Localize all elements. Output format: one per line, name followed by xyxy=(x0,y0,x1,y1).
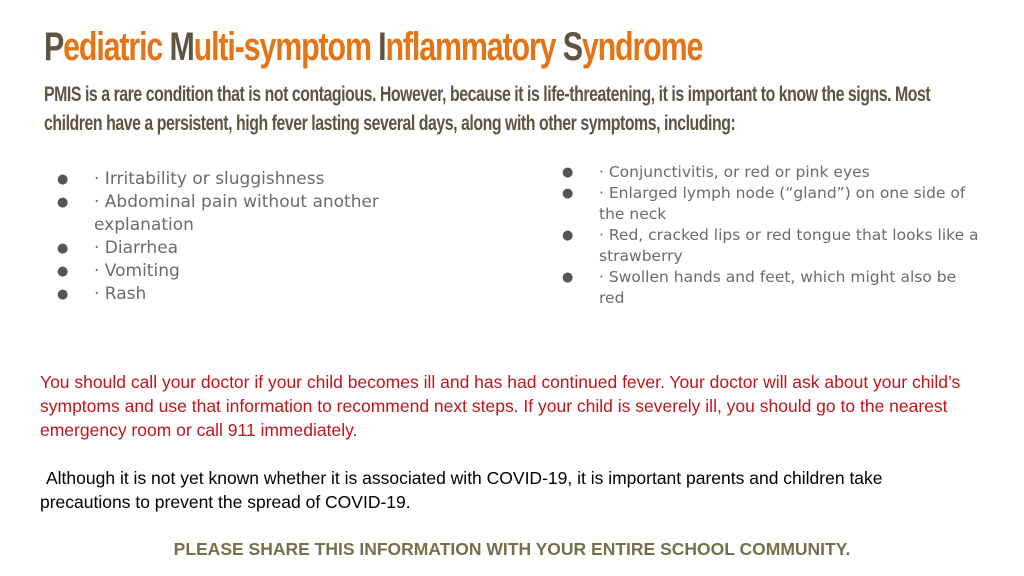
page-title xyxy=(44,20,702,74)
bullet-icon: ● xyxy=(57,195,69,210)
covid-note-text: Although it is not yet known whether it is associated with COVID-19, it is important parents and children take precautions to prevent the spread of COVID-19. xyxy=(40,468,883,512)
bullet-icon: ● xyxy=(57,264,69,279)
bullet-icon: ● xyxy=(57,241,69,256)
list-item xyxy=(57,168,417,191)
bullet-icon: ● xyxy=(562,186,574,201)
call-doctor-text: You should call your doctor if your child becomes ill and has had continued fever. Your doctor will ask about your child’s symptoms and use that information to recommend next steps. If your child is severely ill, you should go to the nearest emergency room or call 911 immediately. xyxy=(40,372,961,440)
symptom-text: · Enlarged lymph node (“gland”) on one side of the neck xyxy=(599,184,966,223)
symptom-text: · Irritability or sluggishness xyxy=(94,169,325,189)
intro-text: PMIS is a rare condition that is not contagious. However, because it is life-threatening, it is important to know the signs. Most children have a persistent, high fever lasting several days, along with other symptoms, including: xyxy=(44,83,931,135)
list-item xyxy=(562,183,982,225)
title-word: Inflammatory xyxy=(378,25,556,69)
bullet-icon: ● xyxy=(562,165,574,180)
list-item xyxy=(57,191,417,237)
symptom-list-right xyxy=(562,162,982,309)
list-item xyxy=(57,260,417,283)
list-item xyxy=(562,162,982,183)
list-item xyxy=(57,237,417,260)
symptom-text: · Abdominal pain without another explanation xyxy=(94,192,379,235)
symptom-text: · Vomiting xyxy=(94,261,180,281)
list-item xyxy=(562,225,982,267)
list-item xyxy=(562,267,982,309)
symptom-text: · Conjunctivitis, or red or pink eyes xyxy=(599,163,870,181)
title-word: Pediatric xyxy=(44,25,163,69)
symptom-text: · Rash xyxy=(94,284,147,304)
bullet-icon: ● xyxy=(57,172,69,187)
symptom-text: · Red, cracked lips or red tongue that looks like a strawberry xyxy=(599,226,979,265)
symptom-list-left xyxy=(57,168,417,306)
share-note-text: PLEASE SHARE THIS INFORMATION WITH YOUR ENTIRE SCHOOL COMMUNITY. xyxy=(173,539,851,559)
title-word: Syndrome xyxy=(562,25,703,69)
list-item xyxy=(57,283,417,306)
title-word: Multi-symptom xyxy=(169,25,371,69)
symptom-text: · Diarrhea xyxy=(94,238,179,258)
symptom-text: · Swollen hands and feet, which might also be red xyxy=(599,268,957,307)
bullet-icon: ● xyxy=(562,270,574,285)
bullet-icon: ● xyxy=(562,228,574,243)
bullet-icon: ● xyxy=(57,287,69,302)
